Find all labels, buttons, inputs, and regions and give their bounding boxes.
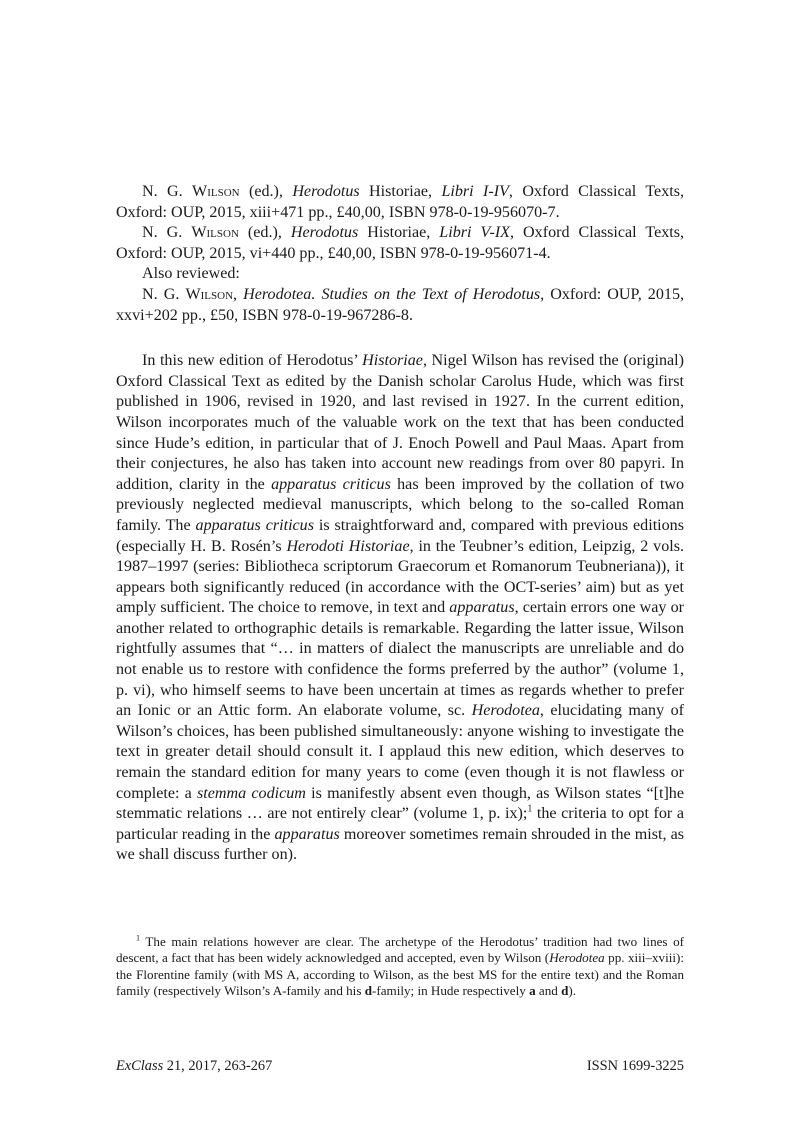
biblio-entry-3 — [116, 285, 684, 326]
bibliographic-header — [116, 182, 684, 326]
body-segment: the criteria to opt for a particular reading in the — [116, 805, 684, 843]
body-segment: has been improved by the collation of two previously neglected medieval manuscripts, which belong to the so-called Roman family. The — [116, 475, 684, 534]
italic-term-apparatus: apparatus — [274, 825, 340, 843]
journal-name: ExClass — [116, 1058, 164, 1074]
publication-details: , Oxford Classical Texts, Oxford: OUP, 2015, vi+440 pp., £40,00, ISBN 978-0-19-956071-4. — [116, 224, 685, 262]
work-title-italic: Herodotea. Studies on the Text of Herodotus — [243, 285, 541, 303]
body-segment: In this new edition of Herodotus’ — [142, 352, 363, 370]
author-surname: Wilson — [185, 285, 234, 303]
italic-title-herodoti-historiae: Herodoti Historiae — [286, 537, 410, 555]
editor-note: (ed.), — [239, 183, 293, 200]
work-title-roman: Historiae, — [359, 183, 442, 200]
body-segment: moreover sometimes remain shrouded in the mist, as we shall discuss further on). — [116, 825, 684, 864]
biblio-entry-2 — [116, 223, 684, 264]
volume-range: Libri I-IV — [441, 183, 509, 200]
footnote-segment: and — [535, 983, 562, 999]
body-segment: , certain errors one way or another related to orthographic details is remarkable. Regarding the latter issue, Wilson rightfully assumes that “… in matters of dialect the manuscripts are unreliable and do not enable us to restore with confidence the forms preferred by the author” (volume 1, p. vi), who himself seems to have been uncertain at times as regards whether to prefer an Ionic or an Attic form. An elaborate volume, sc. — [116, 599, 685, 720]
footnote-segment: pp. xiii–xviii): the Florentine family (with MS A, according to Wilson, as the best MS for the entire text) and the Roman family (respectively Wilson’s A-family and his — [116, 950, 684, 999]
footnote-reference-marker[interactable]: 1 — [527, 803, 533, 815]
bold-siglum-a: a — [529, 983, 536, 999]
work-title-roman: Historiae, — [358, 224, 440, 242]
body-segment: , elucidating many of Wilson’s choices, has been published simultaneously: anyone wishing to investigate the text in greater detail should consult it. I applaud this new edition, which deserves to remain the standard edition for many years to come (even though it is not flawless or complete: a — [116, 702, 684, 802]
separator: , — [233, 285, 244, 303]
italic-title-historiae: Historiae — [362, 352, 423, 370]
journal-issue-pages: 21, 2017, 263-267 — [163, 1058, 273, 1074]
italic-term-apparatus-criticus: apparatus criticus — [195, 516, 314, 534]
bold-siglum-d: d — [561, 983, 569, 999]
main-text-block — [116, 182, 684, 866]
footnote-segment: -family; in Hude respectively — [372, 983, 530, 999]
footer-issn: ISSN 1699-3225 — [586, 1058, 684, 1074]
also-reviewed-label: Also reviewed: — [142, 265, 240, 283]
author-surname: Wilson — [191, 224, 239, 242]
footnote-block — [116, 934, 684, 1000]
author-initials: N. G. — [142, 183, 193, 200]
italic-term-stemma-codicum: stemma codicum — [197, 784, 306, 802]
publication-details: , Oxford: OUP, 2015, xxvi+202 pp., £50, ISBN 978-0-19-967286-8. — [116, 285, 685, 324]
author-initials: N. G. — [142, 224, 192, 242]
body-segment: is straightforward and, compared with previous editions (especially H. B. Rosén’s — [116, 516, 684, 555]
body-segment: , in the Teubner’s edition, Leipzig, 2 vols. 1987–1997 (series: Bibliotheca scriptorum Graecorum et Romanorum Teubneriana)), it appears both significantly reduced (in accordance with the OCT-series’ aim) but as yet amply sufficient. The choice to remove, in text and — [116, 537, 684, 617]
author-surname: Wilson — [192, 183, 240, 200]
work-title-italic: Herodotus — [292, 183, 360, 200]
footnote-segment: The main relations however are clear. The archetype of the Herodotus’ tradition had two lines of descent, a fact that has been widely acknowledged and accepted, even by Wilson ( — [116, 934, 684, 966]
review-paragraph — [116, 351, 684, 866]
volume-range: Libri V-IX — [439, 224, 511, 242]
italic-title-herodotea: Herodotea — [549, 950, 605, 966]
footnote-1 — [116, 934, 684, 1000]
editor-note: (ed.), — [238, 224, 291, 242]
footer-journal-citation — [116, 1057, 272, 1075]
body-segment: , Nigel Wilson has revised the (original) Oxford Classical Text as edited by the Danish scholar Carolus Hude, which was first published in 1906, revised in 1920, and last revised in 1927. In the current edition, Wilson incorporates much of the valuable work on the text that has been conducted since Hude’s edition, in particular that of J. Enoch Powell and Paul Maas. Apart from their conjectures, he also has taken into account new readings from over 80 papyri. In addition, clarity in the — [116, 352, 684, 493]
footnote-segment: ). — [568, 983, 577, 999]
italic-term-apparatus: apparatus — [449, 599, 515, 617]
bold-siglum-d: d — [364, 983, 372, 999]
footnote-marker: 1 — [136, 933, 141, 943]
work-title-italic: Herodotus — [290, 224, 359, 242]
italic-title-herodotea: Herodotea — [471, 702, 540, 720]
publication-details: , Oxford Classical Texts, Oxford: OUP, 2015, xiii+471 pp., £40,00, ISBN 978-0-19-956070-7. — [116, 183, 685, 221]
body-segment: is manifestly absent even though, as Wilson states “[t]he stemmatic relations … are not entirely clear” (volume 1, p. ix); — [116, 784, 684, 823]
author-initials: N. G. — [142, 285, 186, 303]
page-footer — [116, 1057, 684, 1075]
biblio-entry-1 — [116, 182, 684, 223]
review-body — [116, 351, 684, 866]
italic-term-apparatus-criticus: apparatus criticus — [271, 475, 391, 493]
